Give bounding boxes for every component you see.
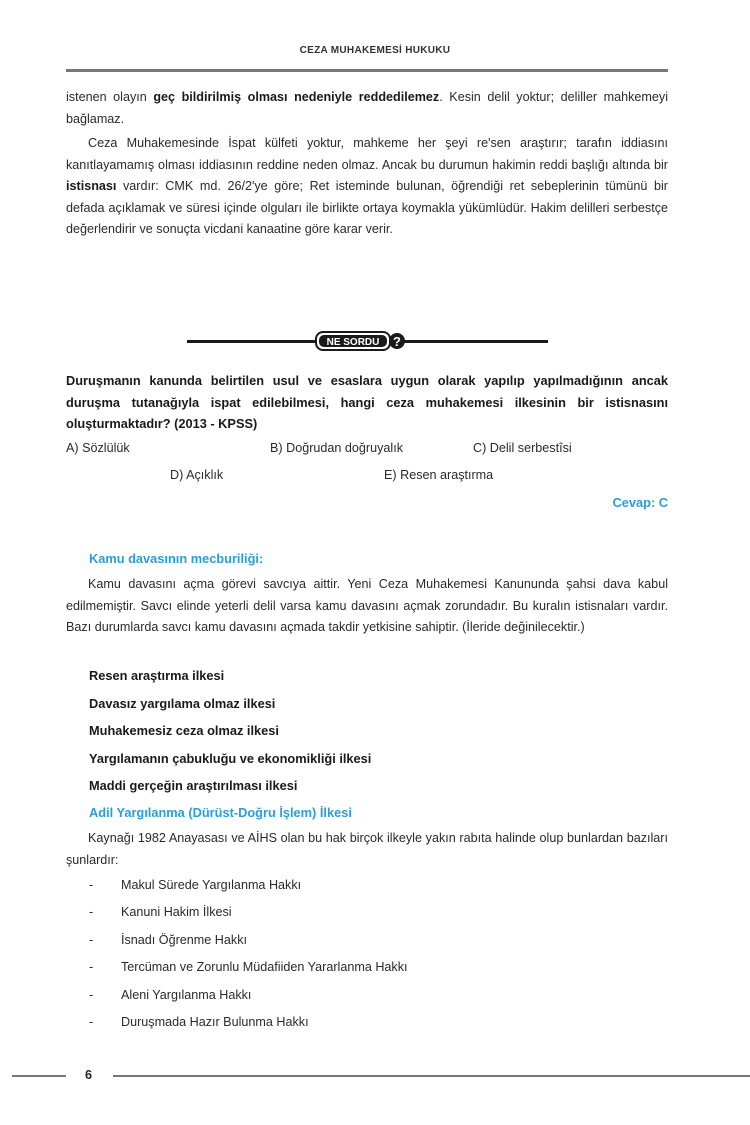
option-a: A) Sözlülük	[66, 441, 130, 455]
page-number: 6	[85, 1068, 93, 1082]
kamu-paragraph: Kamu davasını açma görevi savcıya aittir. Yeni Ceza Muhakemesi Kanununda şahsi dava kabul edilmemiştir. Savcı elinde yeterli delil varsa kamu davasını açmak zorundadır. Bu kuralın istisnaları vardır. Bazı durumlarda savcı kamu davasını açmada takdir yetkisine sahiptir. (İleride değinilecektir.)	[66, 577, 668, 635]
running-header: CEZA MUHAKEMESİ HUKUKU	[299, 45, 451, 56]
answer-label: Cevap: C	[612, 495, 668, 510]
svg-text:?: ?	[393, 334, 401, 349]
principle-item: Muhakemesiz ceza olmaz ilkesi	[89, 723, 279, 738]
adil-paragraph: Kaynağı 1982 Anayasası ve AİHS olan bu hak birçok ilkeyle yakın rabıta halinde olup bunlardan bazıları şunlardır:	[66, 831, 668, 867]
section-title-kamu: Kamu davasının mecburiliği:	[89, 551, 264, 566]
option-d: D) Açıklık	[170, 468, 224, 482]
ne-sordu-logo-icon	[313, 326, 405, 356]
intro-paragraph-1: istenen olayın geç bildirilmiş olması nedeniyle reddedilemez. Kesin delil yoktur; deliller mahkemeyi bağlamaz.	[66, 90, 669, 126]
option-b: B) Doğrudan doğruyalık	[270, 441, 404, 455]
svg-text:NE SORDU: NE SORDU	[326, 337, 380, 348]
footer-rule-left	[12, 1075, 66, 1077]
section-title-adil: Adil Yargılanma (Dürüst-Doğru İşlem) İlkesi	[89, 805, 352, 820]
principle-item: Yargılamanın çabukluğu ve ekonomikliği ilkesi	[89, 751, 372, 766]
principle-item: Maddi gerçeğin araştırılması ilkesi	[89, 778, 298, 793]
footer-rule-right	[113, 1075, 750, 1077]
option-e: E) Resen araştırma	[384, 468, 494, 482]
header-divider	[66, 69, 668, 72]
emphasis-text: geç bildirilmiş olması nedeniyle reddedilemez	[153, 90, 440, 104]
ne-sordu-badge	[313, 326, 405, 356]
principle-item: Resen araştırma ilkesi	[89, 668, 225, 683]
intro-paragraph-2: Ceza Muhakemesinde İspat külfeti yoktur, mahkeme her şeyi re'sen araştırır; tarafın iddiasını kanıtlayamamış olması iddiasının reddine neden olmaz. Ancak bu durumun hakimin reddi başlığı altında bir istisnası vardır: CMK md. 26/2'ye göre; Ret isteminde bulunan, öğrendiği ret sebeplerinin tümünü bir defada açıklamak ve süresi içinde olguları ile birlikte ortaya koymakla yükümlüdür. Hakim delilleri serbestçe değerlendirir ve sonuçta vicdani kanaatine göre karar verir.	[66, 136, 668, 237]
ne-sordu-rule-right	[403, 340, 548, 343]
emphasis-text: istisnası	[66, 179, 117, 194]
ne-sordu-rule-left	[187, 340, 317, 343]
question-text: Duruşmanın kanunda belirtilen usul ve esaslara uygun olarak yapılıp yapılmadığının ancak duruşma tutanağıyla ispat edilebilmesi, hangi ceza muhakemesi ilkesinin bir istisnasını oluşturmaktadır? (2013 - KPSS)	[66, 373, 668, 431]
option-c: C) Delil serbestîsi	[473, 441, 572, 455]
principle-item: Davasız yargılama olmaz ilkesi	[89, 696, 276, 711]
